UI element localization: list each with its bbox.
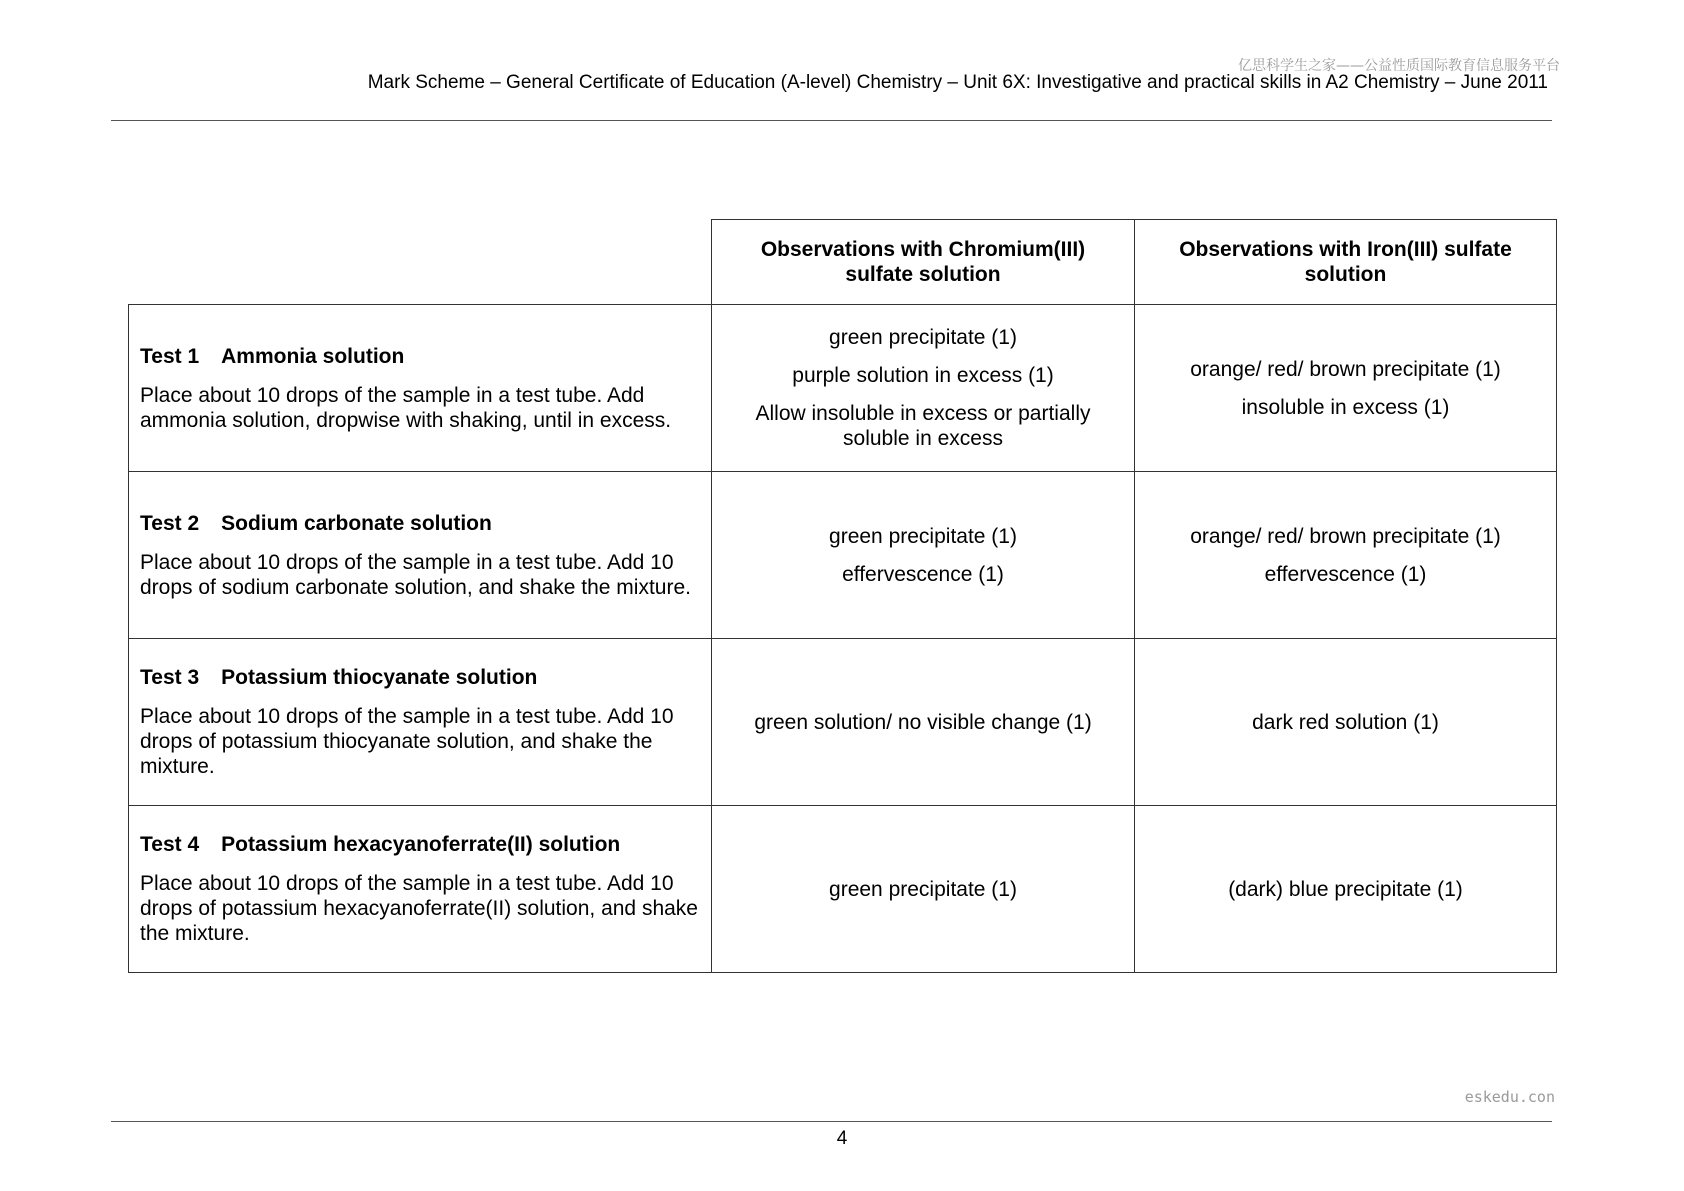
table-row (129, 472, 1557, 639)
table-header-row (129, 220, 1557, 305)
footer-watermark: eskedu.con (1464, 1088, 1555, 1106)
test-cell (129, 305, 712, 472)
test-cell (129, 639, 712, 806)
test-title (140, 344, 701, 369)
chromium-observation (712, 472, 1135, 639)
test-cell (129, 806, 712, 973)
test-procedure: Place about 10 drops of the sample in a test tube. Add 10 drops of sodium carbonate solution, and shake the mixture. (140, 550, 691, 599)
observation-line: green precipitate (1) (829, 524, 1017, 548)
header-rule (111, 120, 1552, 121)
observation-line: green solution/ no visible change (1) (754, 710, 1092, 734)
table-row (129, 806, 1557, 973)
test-number: Test 3 (140, 666, 200, 689)
iron-observation (1135, 472, 1557, 639)
test-name: Potassium thiocyanate solution (221, 666, 538, 689)
observation-line: (dark) blue precipitate (1) (1228, 877, 1463, 901)
table-row (129, 639, 1557, 806)
test-cell (129, 472, 712, 639)
test-title (140, 511, 701, 536)
chromium-observation (712, 305, 1135, 472)
test-name: Sodium carbonate solution (221, 511, 492, 535)
test-title (140, 665, 701, 690)
test-number: Test 4 (140, 833, 200, 856)
observation-line: Allow insoluble in excess or partially soluble in excess (755, 402, 1091, 450)
observation-line: green precipitate (1) (829, 326, 1017, 349)
test-procedure: Place about 10 drops of the sample in a test tube. Add 10 drops of potassium hexacyanoferrate(II) solution, and shake the mixture. (140, 872, 698, 945)
running-header: Mark Scheme – General Certificate of Education (A-level) Chemistry – Unit 6X: Investigative and practical skills in A2 Chemistry – June 2011 (367, 72, 1548, 93)
test-title (140, 832, 701, 857)
header-watermark: 亿思科学生之家——公益性质国际教育信息服务平台 (1238, 58, 1560, 74)
test-procedure: Place about 10 drops of the sample in a test tube. Add ammonia solution, dropwise with shaking, until in excess. (140, 383, 672, 432)
footer-rule (111, 1121, 1552, 1122)
test-procedure: Place about 10 drops of the sample in a test tube. Add 10 drops of potassium thiocyanate solution, and shake the mixture. (140, 705, 674, 778)
observation-line: dark red solution (1) (1252, 710, 1439, 734)
blank-corner-cell (129, 220, 712, 305)
observation-line: effervescence (1) (1264, 562, 1427, 586)
test-number: Test 2 (140, 511, 200, 535)
observation-line: insoluble in excess (1) (1241, 395, 1450, 419)
mark-scheme-table (128, 219, 1557, 973)
column-header-iron: Observations with Iron(III) sulfate solution (1135, 220, 1557, 305)
observation-line: effervescence (1) (842, 562, 1004, 586)
column-header-chromium: Observations with Chromium(III) sulfate solution (712, 220, 1135, 305)
observation-line: purple solution in excess (1) (792, 364, 1054, 387)
chromium-observation (712, 806, 1135, 973)
observation-line: green precipitate (1) (829, 877, 1017, 901)
iron-observation (1135, 806, 1557, 973)
iron-observation (1135, 639, 1557, 806)
test-name: Ammonia solution (221, 344, 405, 368)
test-name: Potassium hexacyanoferrate(II) solution (221, 833, 621, 856)
page-number: 4 (836, 1128, 848, 1149)
table-row (129, 305, 1557, 472)
observation-line: orange/ red/ brown precipitate (1) (1190, 357, 1501, 381)
observation-line: orange/ red/ brown precipitate (1) (1190, 524, 1501, 548)
chromium-observation (712, 639, 1135, 806)
iron-observation (1135, 305, 1557, 472)
test-number: Test 1 (140, 344, 200, 368)
